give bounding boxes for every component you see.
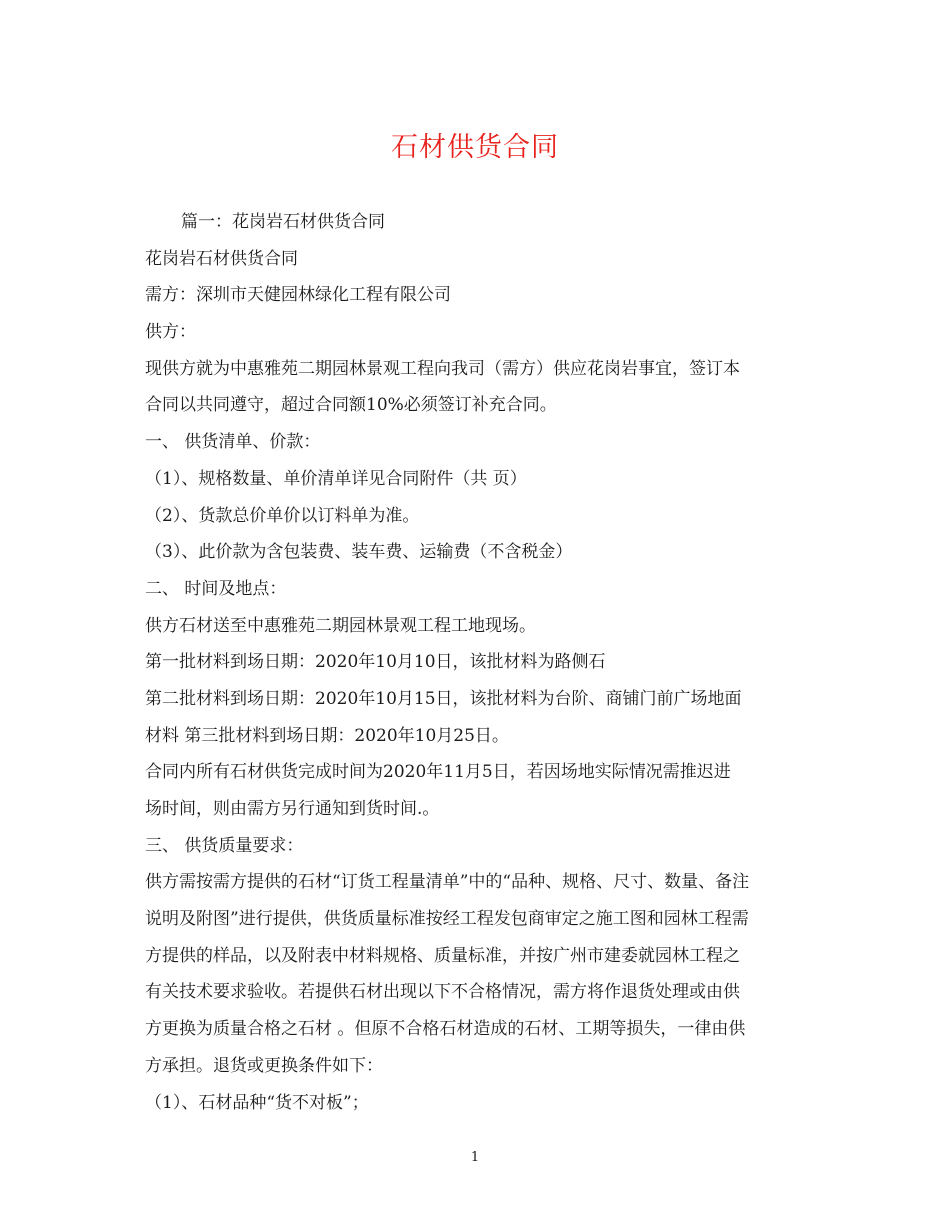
paragraph-line: 现供方就为中惠雅苑二期园林景观工程向我司（需方）供应花岗岩事宜，签订本 [145, 358, 740, 379]
clause-item: （1）、规格数量、单价清单详见合同附件（共 页） [145, 468, 527, 489]
clause-item: （3）、此价款为含包装费、装车费、运输费（不含税金） [145, 542, 573, 563]
paragraph-line: 合同内所有石材供货完成时间为2020年11月5日，若因场地实际情况需推迟进 [145, 762, 731, 783]
paragraph-line: 第一批材料到场日期：2020年10月10日，该批材料为路侧石 [145, 652, 606, 673]
clause-heading: 二、 时间及地点： [145, 578, 287, 599]
page-number: 1 [470, 1150, 480, 1165]
contract-name: 花岗岩石材供货合同 [145, 248, 298, 269]
supplier-line: 供方： [145, 322, 196, 343]
paragraph-line: 第二批材料到场日期：2020年10月15日，该批材料为台阶、商铺门前广场地面 [145, 688, 742, 709]
paragraph-line: 说明及附图”进行提供，供货质量标准按经工程发包商审定之施工图和园林工程需 [145, 909, 749, 930]
paragraph-line: 方更换为质量合格之石材 。但原不合格石材造成的石材、工期等损失，一律由供 [145, 1019, 746, 1040]
paragraph-line: 方提供的样品，以及附表中材料规格、质量标准，并按广州市建委就园林工程之 [145, 945, 740, 966]
clause-item: （1）、石材品种“货不对板”； [145, 1092, 369, 1113]
paragraph-line: 材料 第三批材料到场日期：2020年10月25日。 [145, 725, 509, 746]
paragraph-line: 合同以共同遵守，超过合同额10%必须签订补充合同。 [145, 395, 557, 416]
clause-heading: 一、 供货清单、价款： [145, 432, 321, 453]
paragraph-line: 供方需按需方提供的石材“订货工程量清单”中的“品种、规格、尺寸、数量、备注 [145, 872, 750, 893]
paragraph-line: 场时间，则由需方另行通知到货时间.。 [145, 799, 440, 819]
document-body [145, 204, 805, 1121]
buyer-line: 需方：深圳市天健园林绿化工程有限公司 [145, 285, 451, 306]
paragraph-line: 有关技术要求验收。若提供石材出现以下不合格情况，需方将作退货处理或由供 [145, 982, 740, 1003]
clause-item: （2）、货款总价单价以订料单为准。 [145, 505, 420, 526]
paragraph-line: 方承担。退货或更换条件如下： [145, 1055, 383, 1076]
clause-heading: 三、 供货质量要求： [145, 835, 304, 856]
paragraph-line: 供方石材送至中惠雅苑二期园林景观工程工地现场。 [145, 615, 536, 636]
document-title: 石材供货合同 [391, 132, 559, 163]
section-heading: 篇一：花岗岩石材供货合同 [181, 212, 385, 232]
